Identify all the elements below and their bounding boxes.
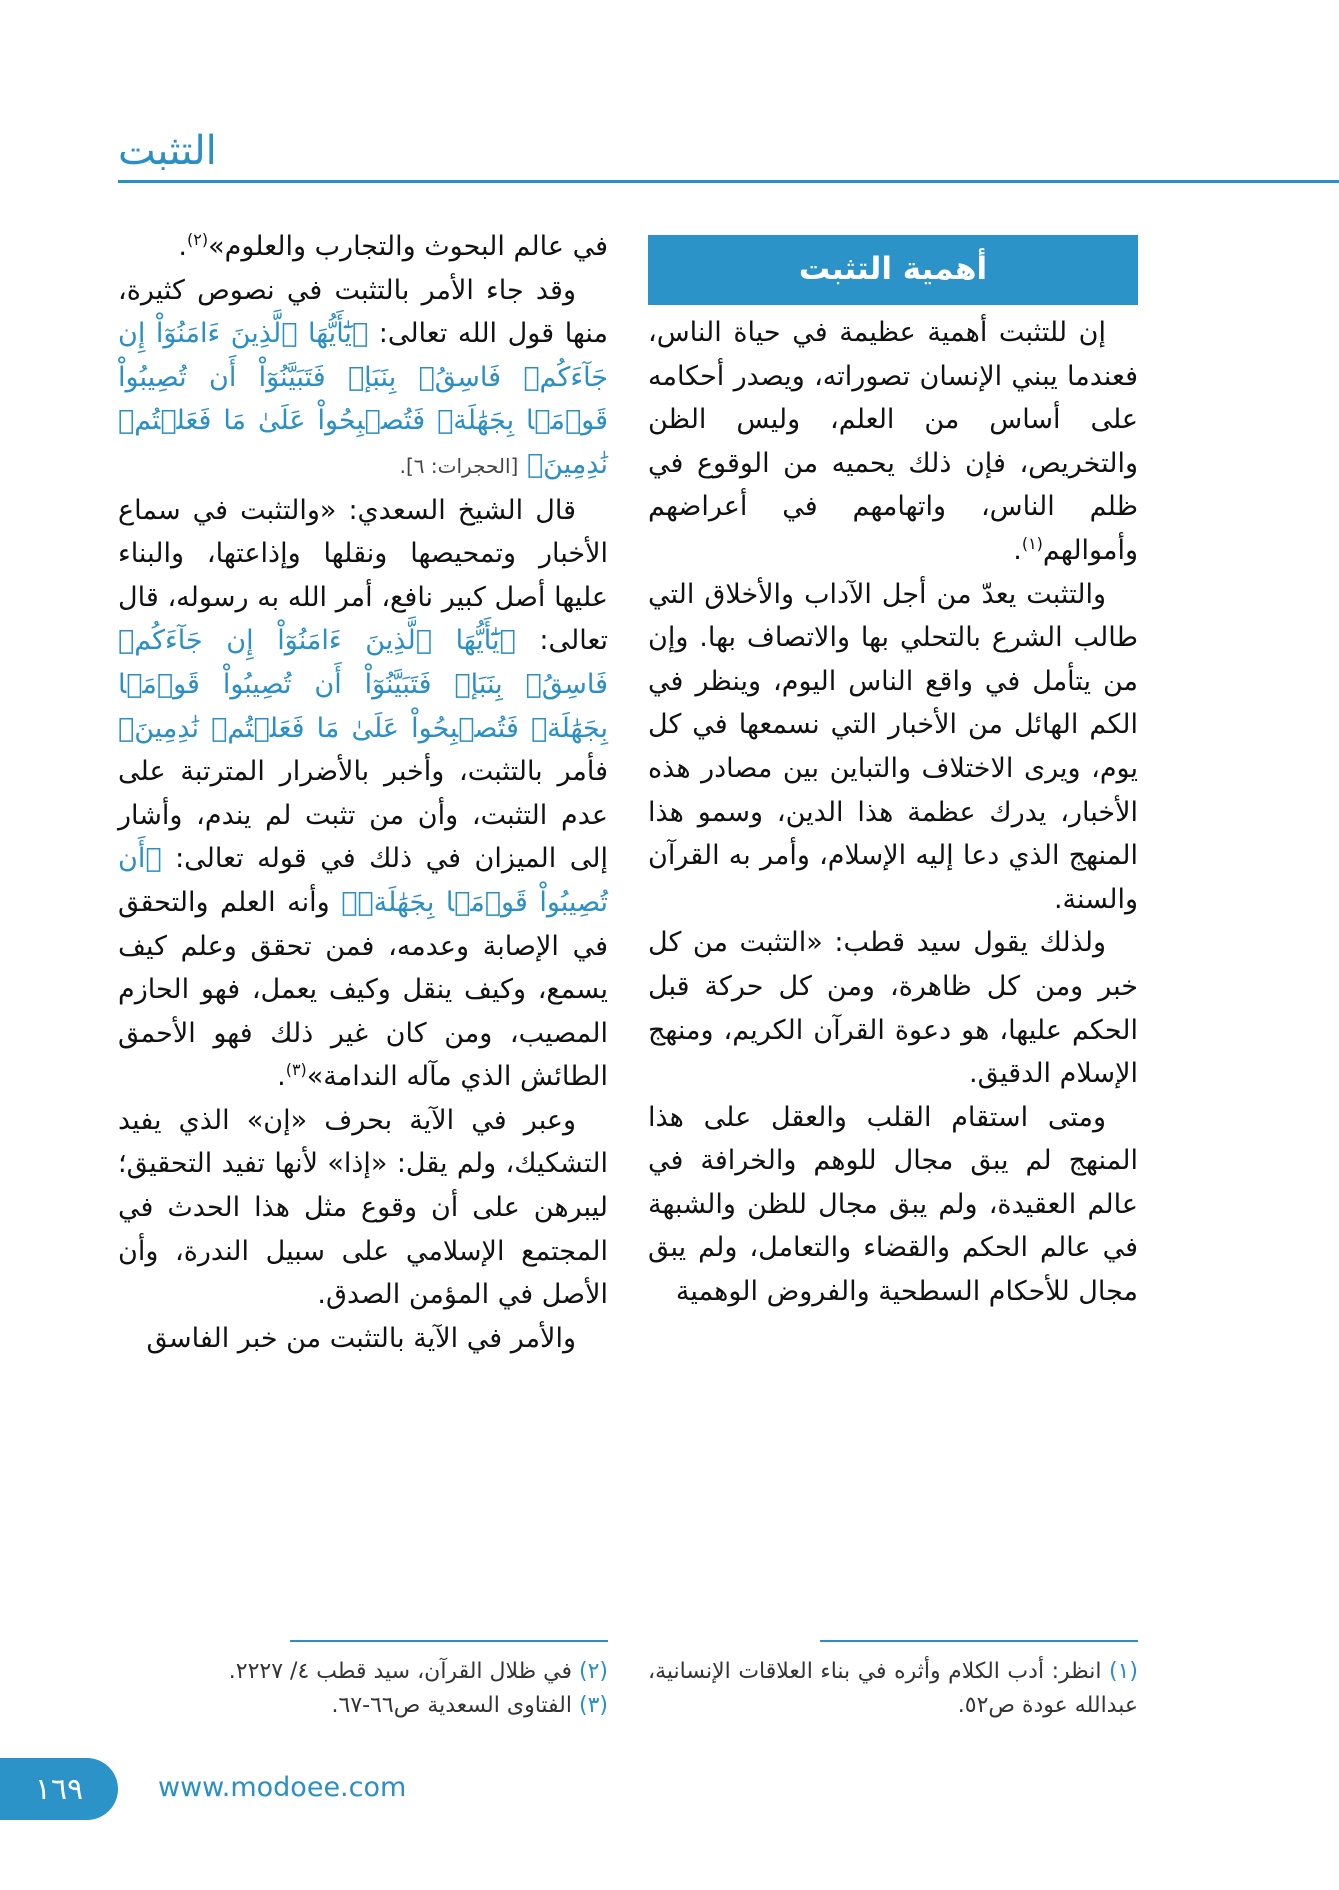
paragraph: في عالم البحوث والتجارب والعلوم»$^{(٢)}$. (178, 230, 608, 262)
page-title: التثبت (118, 128, 217, 174)
footnote-ref[interactable]: (٣) (285, 1060, 307, 1080)
footnote-text: الفتاوى السعدية ص٦٦-٦٧. (331, 1693, 572, 1718)
footnote-number: (٣) (578, 1693, 608, 1718)
quran-verse: ﴿يَٰٓأَيُّهَا ٱلَّذِينَ ءَامَنُوٓاْ إِن جَآءَكُمۡ فَاسِقُۢ بِنَبَإٖ فَتَبَيَّنُوٓاْ أَن تُصِيبُواْ قَوۡمَۢا بِجَهَٰلَةٖ فَتُصۡبِحُواْ عَلَىٰ مَا فَعَلۡتُمۡ نَٰدِمِينَ﴾ (118, 318, 608, 480)
paragraph-text: قال الشيخ السعدي: «والتثبت في سماع الأخبار وتمحيصها ونقلها وإذاعتها، والبناء عليها أصل كبير نافع، أمر الله به رسوله، قال تعالى: (118, 494, 608, 657)
footnote-ref[interactable]: (٢) (187, 230, 209, 249)
footnote (118, 1689, 608, 1723)
footnotes-right (648, 1655, 1138, 1723)
quran-verse: ﴿يَٰٓأَيُّهَا ٱلَّذِينَ ءَامَنُوٓاْ إِن جَآءَكُمۡ فَاسِقُۢ بِنَبَإٖ فَتَبَيَّنُوٓاْ أَن تُصِيبُواْ قَوۡمَۢا بِجَهَٰلَةٖ فَتُصۡبِحُواْ عَلَىٰ مَا فَعَلۡتُمۡ نَٰدِمِينَ﴾ (118, 625, 608, 744)
paragraph-text: وأنه العلم والتحقق في الإصابة وعدمه، فمن تحقق وعلم كيف يسمع، وكيف ينقل وكيف يعمل، فهو الحازم المصيب، ومن كان غير ذلك فهو الأحمق الطائش الذي مآله الندامة» (118, 886, 608, 1093)
footnote-ref[interactable]: (١) (1021, 533, 1043, 553)
paragraph: والتثبت يعدّ من أجل الآداب والأخلاق التي طالب الشرع بالتحلي بها والاتصاف بها. وإن من يتأمل في واقع الناس اليوم، وينظر في الكم الهائل من الأخبار التي نسمعها في كل يوم، ويرى الاختلاف والتباين بين مصادر هذه الأخبار، يدرك عظمة هذا الدين، وسمو هذا المنهج الذي دعا إليه الإسلام، وأمر به القرآن والسنة. (648, 578, 1138, 915)
left-column (118, 225, 608, 1360)
footnote (118, 1655, 608, 1689)
quran-verse: ﴿أَن تُصِيبُواْ قَوۡمَۢا بِجَهَٰلَةٖ﴾ (118, 843, 608, 918)
paragraph: ومتى استقام القلب والعقل على هذا المنهج لم يبق مجال للوهم والخرافة في عالم العقيدة، ولم يبق مجال للظن والشبهة في عالم الحكم والقضاء والتعامل، ولم يبق مجال للأحكام السطحية والفروض الوهمية (648, 1101, 1138, 1308)
footnote-number: (١) (1108, 1659, 1138, 1684)
paragraph: ولذلك يقول سيد قطب: «التثبت من كل خبر ومن كل ظاهرة، ومن كل حركة قبل الحكم عليها، هو دعوة القرآن الكريم، ومنهج الإسلام الدقيق. (648, 927, 1138, 1090)
paragraph: والأمر في الآية بالتثبت من خبر الفاسق (146, 1322, 576, 1354)
website-link[interactable]: www.modoee.com (158, 1772, 407, 1803)
paragraph: وعبر في الآية بحرف «إن» الذي يفيد التشكيك، ولم يقل: «إذا» لأنها تفيد التحقيق؛ ليبرهن على أن وقوع مثل هذا الحدث في المجتمع الإسلامي على سبيل الندرة، وأن الأصل في المؤمن الصدق. (118, 1104, 608, 1311)
page-number: ١٦٩ (0, 1758, 118, 1820)
footnote-text: انظر: أدب الكلام وأثره في بناء العلاقات الإنسانية، عبدالله عودة ص٥٢. (648, 1659, 1138, 1718)
footnotes-left (118, 1655, 608, 1723)
paragraph: إن للتثبت أهمية عظيمة في حياة الناس، فعندما يبني الإنسان تصوراته، ويصدر أحكامه على أساس من العلم، وليس الظن والتخريص، فإن ذلك يحميه من الوقوع في ظلم الناس، واتهامهم في أعراضهم وأموالهم$^{(١)}$. (648, 317, 1138, 566)
footnote-divider (820, 1640, 1138, 1642)
paragraph (118, 269, 608, 489)
verse-source: [الحجرات: ٦]. (399, 453, 519, 478)
header-divider (118, 180, 1339, 183)
footnote-number: (٢) (578, 1659, 608, 1684)
paragraph-text: فأمر بالتثبت، وأخبر بالأضرار المترتبة على عدم التثبت، وأن من تثبت لم يندم، وأشار إلى الميزان في ذلك في قوله تعالى: (118, 756, 608, 875)
paragraph: قال الشيخ السعدي: «والتثبت في سماع الأخبار وتمحيصها ونقلها وإذاعتها، والبناء عليها أصل كبير نافع، أمر الله به رسوله، قال تعالى: ﴿يَٰٓأَيُّهَا ٱلَّذِينَ ءَامَنُوٓاْ إِن جَآءَكُمۡ فَاسِقُۢ بِنَبَإٖ فَتَبَيَّنُوٓاْ أَن تُصِيبُواْ قَوۡمَۢا بِجَهَٰلَةٖ فَتُصۡبِحُواْ عَلَىٰ مَا فَعَلۡتُمۡ نَٰدِمِينَ﴾ فأمر بالتثبت، وأخبر بالأضرار المترتبة على عدم التثبت، وأن من تثبت لم يندم، وأشار إلى الميزان في ذلك في قوله تعالى: ﴿أَن تُصِيبُواْ قَوۡمَۢا بِجَهَٰلَةٖ﴾ وأنه العلم والتحقق في الإصابة وعدمه، فمن تحقق وعلم كيف يسمع، وكيف ينقل وكيف يعمل، فهو الحازم المصيب، ومن كان غير ذلك فهو الأحمق الطائش الذي مآله الندامة»$^{(٣)}$. (118, 494, 608, 1093)
paragraph-text: إن للتثبت أهمية عظيمة في حياة الناس، فعندما يبني الإنسان تصوراته، ويصدر أحكامه على أساس من العلم، وليس الظن والتخريص، فإن ذلك يحميه من الوقوع في ظلم الناس، واتهامهم في أعراضهم وأموالهم (648, 317, 1138, 566)
footnote-divider (290, 1640, 608, 1642)
paragraph-text: وقد جاء الأمر بالتثبت في نصوص كثيرة، منها قول الله تعالى: (118, 274, 608, 350)
section-heading: أهمية التثبت (648, 235, 1138, 305)
footnote-text: في ظلال القرآن، سيد قطب ٤/ ٢٢٢٧. (228, 1659, 572, 1684)
paragraph-text: في عالم البحوث والتجارب والعلوم» (208, 231, 608, 262)
footnote (648, 1655, 1138, 1723)
right-column (648, 225, 1138, 1314)
